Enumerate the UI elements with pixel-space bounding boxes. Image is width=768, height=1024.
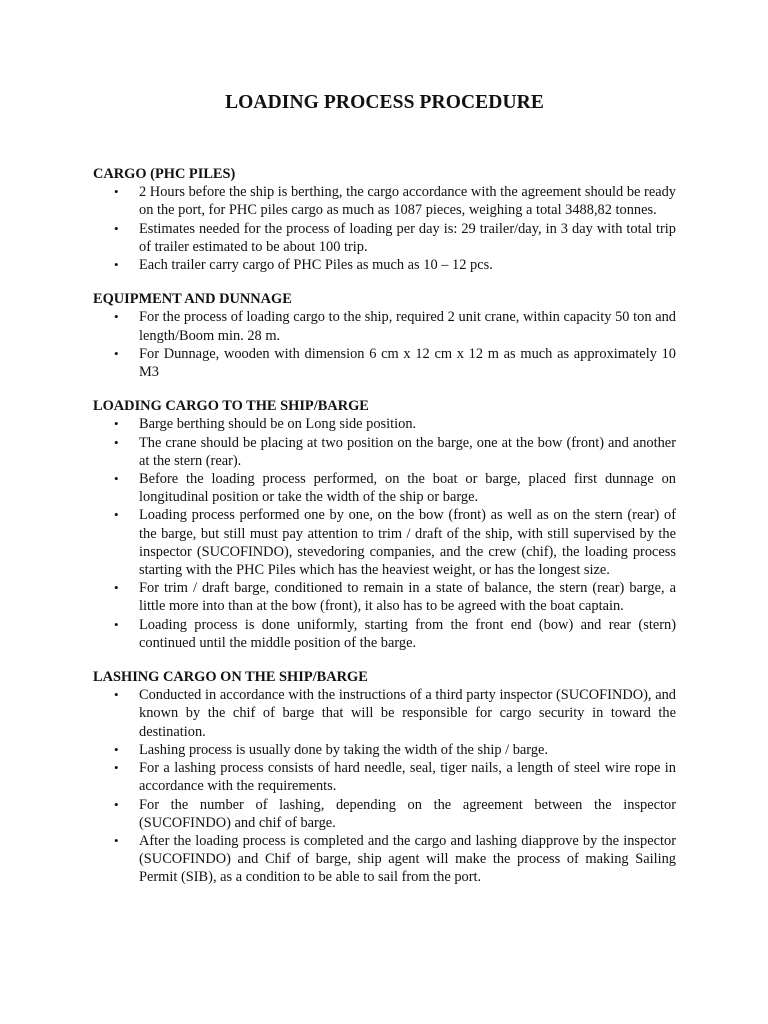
list-item [93,796,676,832]
list-item-text: For the process of loading cargo to the ship, required 2 unit crane, within capacity 50 ton and length/Boom min. 28 m. [139,309,676,344]
bullet-icon: • [114,220,119,236]
list-item-text: Estimates needed for the process of loading per day is: 29 trailer/day, in 3 day with total trip of trailer estimated to be about 100 trip. [139,220,676,255]
section-lashing-cargo [93,668,676,886]
list-item [93,183,676,219]
section-heading: LASHING CARGO ON THE SHIP/BARGE [93,669,368,686]
bullet-icon: • [114,416,119,432]
bullet-list [93,183,676,274]
list-item [93,506,676,579]
list-item-text: Conducted in accordance with the instructions of a third party inspector (SUCOFINDO), and known by the chif of barge that will be responsible for cargo security in toward the destination. [139,687,676,740]
list-item-text: For a lashing process consists of hard needle, seal, tiger nails, a length of steel wire rope in accordance with the requirements. [139,760,676,795]
bullet-list [93,686,676,886]
list-item-text: The crane should be placing at two position on the barge, one at the bow (front) and another at the stern (rear). [139,434,676,469]
list-item-text: 2 Hours before the ship is berthing, the cargo accordance with the agreement should be ready on the port, for PHC piles cargo as much as 1087 pieces, weighing a total 3488,82 tonnes. [139,184,676,219]
section-equipment-dunnage [93,290,676,381]
bullet-icon: • [114,616,119,632]
section-loading-cargo [93,397,676,652]
list-item-text: Before the loading process performed, on the boat or barge, placed first dunnage on longitudinal position or take the width of the ship or barge. [139,471,676,506]
bullet-icon: • [114,580,119,596]
list-item-text: For the number of lashing, depending on the agreement between the inspector (SUCOFINDO) and chif of barge. [139,796,676,831]
section-heading: CARGO (PHC PILES) [93,166,236,182]
list-item [93,434,676,470]
list-item [93,741,676,759]
section-heading: LOADING CARGO TO THE SHIP/BARGE [93,398,369,415]
bullet-icon: • [114,434,119,450]
bullet-icon: • [114,796,119,812]
list-item [93,345,676,381]
list-item-text: For Dunnage, wooden with dimension 6 cm x 12 cm x 12 m as much as approximately 10 M3 [139,345,676,381]
list-item-text: Lashing process is usually done by taking the width of the ship / barge. [139,741,549,758]
bullet-icon: • [114,184,119,200]
list-item-text: Loading process is done uniformly, starting from the front end (bow) and rear (stern) continued until the middle position of the barge. [139,616,676,651]
list-item-text: For trim / draft barge, conditioned to remain in a state of balance, the stern (rear) barge, a little more into than at the bow (front), it also has to be agreed with the boat captain. [139,580,676,615]
list-item [93,616,676,652]
list-item [93,579,676,615]
list-item [93,415,676,433]
list-item [93,256,676,274]
bullet-icon: • [114,257,119,273]
bullet-icon: • [114,832,119,848]
bullet-icon: • [114,687,119,703]
bullet-list [93,415,676,652]
bullet-icon: • [114,741,119,757]
list-item-text: Each trailer carry cargo of PHC Piles as much as 10 – 12 pcs. [139,257,493,274]
bullet-icon: • [114,345,119,361]
list-item-text: Barge berthing should be on Long side position. [139,416,417,433]
bullet-icon: • [114,507,119,523]
list-item [93,470,676,506]
list-item [93,308,676,344]
list-item [93,832,676,887]
list-item-text: After the loading process is completed and the cargo and lashing diapprove by the inspector (SUCOFINDO) and Chif of barge, ship agent will make the process of making Sailing Permit (SIB), as a condition to be able to sail from the port. [139,832,676,886]
list-item-text: Loading process performed one by one, on the bow (front) as well as on the stern (rear) of the barge, but still must pay attention to trim / draft of the ship, with still supervised by the inspector (SUCOFINDO), stevedoring companies, and the crew (chif), the loading process starting with the PHC Piles which has the heaviest weight, or has the longest size. [139,507,676,579]
bullet-icon: • [114,471,119,487]
list-item [93,220,676,256]
list-item [93,759,676,795]
bullet-icon: • [114,309,119,325]
bullet-icon: • [114,760,119,776]
section-heading: EQUIPMENT AND DUNNAGE [93,291,292,308]
document-title: LOADING PROCESS PROCEDURE [225,92,544,113]
bullet-list [93,308,676,381]
list-item [93,686,676,741]
section-cargo [93,165,676,274]
